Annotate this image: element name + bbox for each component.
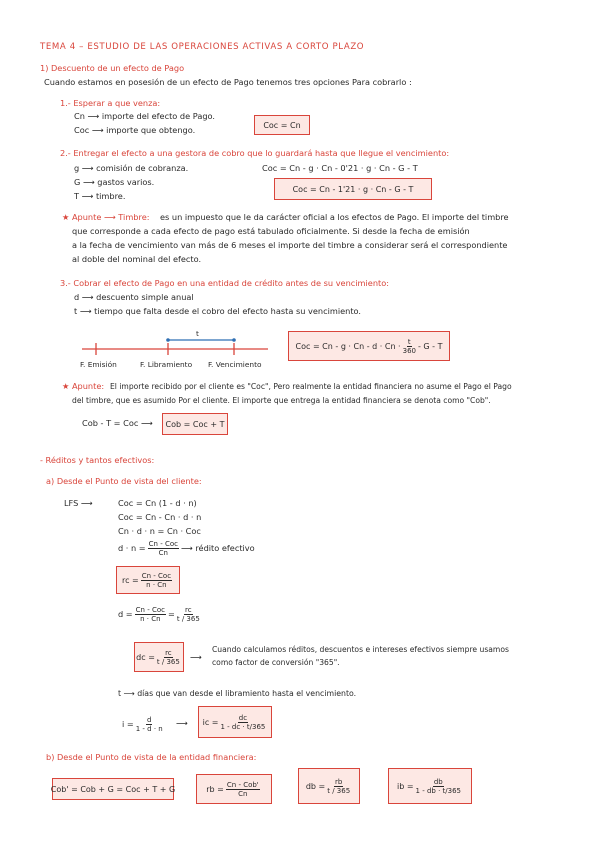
fraction-ic <box>221 714 266 731</box>
d-derivation <box>118 606 202 623</box>
fraction-numerator: db <box>433 777 443 786</box>
fraction-i <box>136 716 163 733</box>
fraction-numerator: rc <box>165 648 172 657</box>
fraction-numerator: Cn - Coc <box>141 571 172 580</box>
apunte-cob-label: ★ Apunte: <box>62 381 105 391</box>
option-2-line-3: T ⟶ timbre. <box>74 191 126 201</box>
section-2-heading: - Réditos y tantos efectivos: <box>40 455 155 465</box>
fraction-denominator: t / 365 <box>156 657 180 666</box>
option-2-line-1: g ⟶ comisión de cobranza. <box>74 163 189 173</box>
fraction-denominator: 1 - db · t/365 <box>415 786 461 795</box>
formula-box-rc <box>116 566 180 594</box>
fraction-denominator: 1 - d · n <box>135 725 163 733</box>
note-arrow-icon: ⟶ <box>190 652 202 662</box>
fraction-denominator: n · Cn <box>146 580 167 589</box>
option-2-line-2: G ⟶ gastos varios. <box>74 177 155 187</box>
formula-box-option-3 <box>288 331 450 361</box>
apunte-timbre-line-2: que corresponde a cada efecto de pago está tabulado oficialmente. Si desde la fecha de emisión <box>72 226 470 236</box>
derivation-line-3: Cn · d · n = Cn · Coc <box>118 526 201 536</box>
fraction-rb <box>226 781 260 798</box>
section-2b-heading: b) Desde el Punto de vista de la entidad financiera: <box>46 752 257 762</box>
formula-box-ib <box>388 768 472 804</box>
fraction-rc <box>141 572 172 589</box>
fraction-d <box>135 606 166 623</box>
formula-box-option-1: Coc = Cn <box>254 115 310 135</box>
i-derivation <box>122 716 165 733</box>
fraction-denominator: 1 - dc · t/365 <box>220 722 266 731</box>
fraction-denominator: 360 <box>402 346 416 355</box>
fraction-numerator: t <box>407 337 411 346</box>
derivation-line-4-pre: d · n = <box>118 543 146 553</box>
fraction-numerator: d <box>147 716 152 724</box>
apunte-timbre-label: ★ Apunte ⟶ Timbre: <box>62 212 150 222</box>
formula-box-db <box>298 768 360 804</box>
formula-box-dc <box>134 642 184 672</box>
lfs-label: LFS ⟶ <box>64 498 93 508</box>
derivation-line-2: Coc = Cn - Cn · d · n <box>118 512 202 522</box>
formula-box-cob: Cob = Coc + T <box>162 413 228 435</box>
option-2-heading: 2.- Entregar el efecto a una gestora de cobro que lo guardará hasta que llegue el vencimiento: <box>60 148 450 158</box>
option-1-heading: 1.- Esperar a que venza: <box>60 98 161 108</box>
formula-box-option-2: Coc = Cn - 1'21 · g · Cn - G - T <box>274 178 432 200</box>
fraction-dc <box>157 649 180 666</box>
formula-box-rb <box>196 774 272 804</box>
option-3-line-2: t ⟶ tiempo que falta desde el cobro del efecto hasta su vencimiento. <box>74 306 362 316</box>
d-derivation-pre: d = <box>118 609 133 619</box>
option-3-line-1: d ⟶ descuento simple anual <box>74 292 194 302</box>
timeline-f-emision: F. Emisión <box>80 360 117 369</box>
fraction-numerator: Cn - Coc <box>148 540 178 548</box>
section-1-heading: 1) Descuento de un efecto de Pago <box>40 63 185 73</box>
option-2-formula: Coc = Cn - g · Cn - 0'21 · g · Cn - G - T <box>262 163 418 173</box>
page-title: TEMA 4 – ESTUDIO DE LAS OPERACIONES ACTIVAS A CORTO PLAZO <box>40 42 365 52</box>
note-line-2: como factor de conversión "365". <box>212 658 340 667</box>
option-1-line-1: Cn ⟶ importe del efecto de Pago. <box>74 111 216 121</box>
timeline-f-vencimiento: F. Vencimiento <box>208 360 262 369</box>
section-2a-heading: a) Desde el Punto de vista del cliente: <box>46 476 202 486</box>
fraction-denominator: n · Cn <box>140 615 161 623</box>
apunte-timbre-line-3: a la fecha de vencimiento van más de 6 meses el importe del timbre a considerar será el correspondiente <box>72 240 508 250</box>
derivation-line-4 <box>118 540 255 557</box>
apunte-cob-line-2: del timbre, que es asumido Por el cliente. El importe que entrega la entidad financiera se denota como "Cob". <box>72 396 491 405</box>
formula-box-db-pre: db = <box>305 781 326 791</box>
fraction-numerator: dc <box>238 713 248 722</box>
apunte-timbre-line-4: al doble del nominal del efecto. <box>72 254 202 264</box>
cob-equation: Cob - T = Coc ⟶ <box>82 418 153 428</box>
timeline-t-label: t <box>196 329 199 338</box>
formula-box-ib-pre: ib = <box>396 781 414 791</box>
fraction-t-360 <box>403 338 416 355</box>
fraction-rc-t <box>177 606 200 623</box>
fraction-denominator: Cn <box>238 789 248 798</box>
option-1-line-2: Coc ⟶ importe que obtengo. <box>74 125 196 135</box>
formula-box-option-3-post: - G - T <box>417 341 443 351</box>
i-arrow-icon: ⟶ <box>176 718 188 728</box>
d-derivation-mid: = <box>168 609 175 619</box>
formula-box-ic-pre: ic = <box>202 717 219 727</box>
fraction-numerator: rb <box>335 777 343 786</box>
formula-box-dc-pre: dc = <box>136 652 155 662</box>
fraction-ib <box>416 778 461 795</box>
timeline-f-libramiento: F. Libramiento <box>140 360 193 369</box>
fraction-denominator: t / 365 <box>176 615 200 623</box>
formula-box-rc-pre: rc = <box>121 575 139 585</box>
fraction-numerator: Cn - Cob' <box>226 780 259 789</box>
note-line-1: Cuando calculamos réditos, descuentos e intereses efectivos siempre usamos <box>212 645 509 654</box>
derivation-line-1: Coc = Cn (1 - d · n) <box>118 498 197 508</box>
derivation-line-4-post: ⟶ rédito efectivo <box>181 543 255 553</box>
option-3-heading: 3.- Cobrar el efecto de Pago en una entidad de crédito antes de su vencimiento: <box>60 278 389 288</box>
fraction-numerator: rc <box>185 606 192 614</box>
formula-box-cob-prime: Cob' = Cob + G = Coc + T + G <box>52 778 174 800</box>
apunte-cob-line-1: El importe recibido por el cliente es "Coc", Pero realmente la entidad financiera no asume el Pago el Pago <box>110 382 512 391</box>
fraction-denominator: t / 365 <box>327 786 351 795</box>
fraction-numerator: Cn - Coc <box>135 606 165 614</box>
formula-box-option-3-pre: Coc = Cn - g · Cn - d · Cn · <box>295 341 401 351</box>
section-1-intro: Cuando estamos en posesión de un efecto de Pago tenemos tres opciones Para cobrarlo : <box>44 77 412 87</box>
fraction-db <box>327 778 350 795</box>
fraction-denominator: Cn <box>158 549 168 557</box>
formula-box-rb-pre: rb = <box>206 784 224 794</box>
formula-box-ic <box>198 706 272 738</box>
t-definition: t ⟶ días que van desde el libramiento hasta el vencimiento. <box>118 689 357 698</box>
i-derivation-pre: i = <box>122 719 134 729</box>
fraction-dn <box>148 540 179 557</box>
apunte-timbre-line-1: es un impuesto que le da carácter oficial a los efectos de Pago. El importe del timbre <box>160 212 509 222</box>
